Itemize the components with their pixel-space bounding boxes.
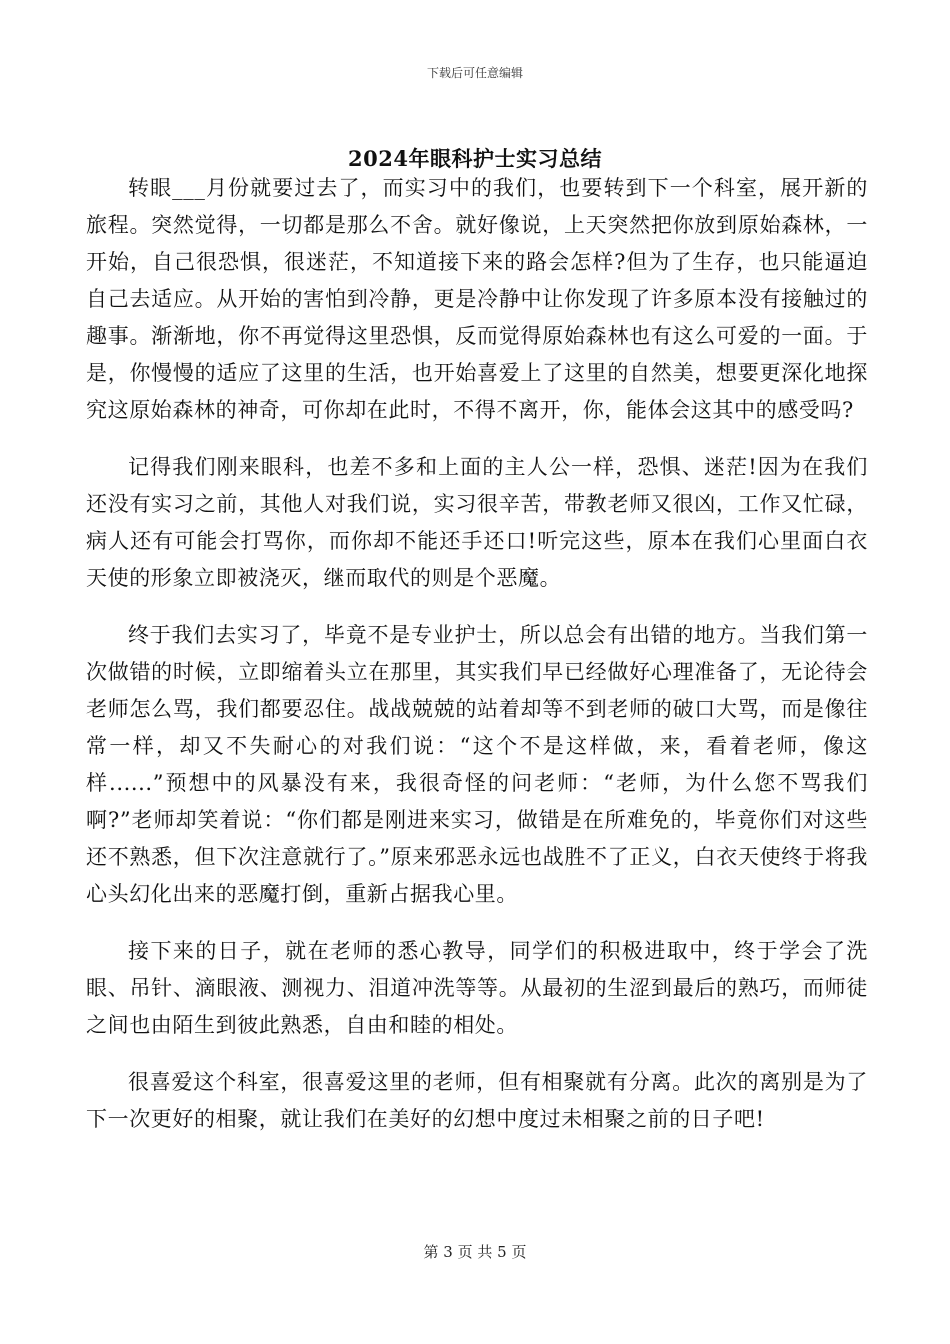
document-title: 2024年眼科护士实习总结 <box>348 146 602 171</box>
document-body <box>86 170 868 1158</box>
paragraph-4: 接下来的日子，就在老师的悉心教导，同学们的积极进取中，终于学会了洗眼、吊针、滴眼液、测视力、泪道冲洗等等。从最初的生涩到最后的熟巧，而师徒之间也由陌生到彼此熟悉，自由和睦的相处。 <box>86 939 868 1037</box>
paragraph-2: 记得我们刚来眼科，也差不多和上面的主人公一样，恐惧、迷茫!因为在我们还没有实习之前，其他人对我们说，实习很辛苦，带教老师又很凶，工作又忙碌，病人还有可能会打骂你，而你却不能还手还口!听完这些，原本在我们心里面白衣天使的形象立即被浇灭，继而取代的则是个恶魔。 <box>86 455 868 590</box>
paragraph-3: 终于我们去实习了，毕竟不是专业护士，所以总会有出错的地方。当我们第一次做错的时候，立即缩着头立在那里，其实我们早已经做好心理准备了，无论待会老师怎么骂，我们都要忍住。战战兢兢的站着却等不到老师的破口大骂，而是像往常一样，却又不失耐心的对我们说：“这个不是这样做，来，看着老师，像这样......”预想中的风暴没有来，我很奇怪的问老师：“老师，为什么您不骂我们啊?”老师却笑着说：“你们都是刚进来实习，做错是在所难免的，毕竟你们对这些还不熟悉，但下次注意就行了。”原来邪恶永远也战胜不了正义，白衣天使终于将我心头幻化出来的恶魔打倒，重新占据我心里。 <box>86 623 868 906</box>
page-header: 下载后可任意编辑 <box>426 66 523 80</box>
page-number: 第 3 页 共 5 页 <box>423 1243 527 1261</box>
paragraph-1: 转眼___月份就要过去了，而实习中的我们，也要转到下一个科室，展开新的旅程。突然觉得，一切都是那么不舍。就好像说，上天突然把你放到原始森林，一开始，自己很恐惧，很迷茫，不知道接下来的路会怎样?但为了生存，也只能逼迫自己去适应。从开始的害怕到冷静，更是冷静中让你发现了许多原本没有接触过的趣事。渐渐地，你不再觉得这里恐惧，反而觉得原始森林也有这么可爱的一面。于是，你慢慢的适应了这里的生活，也开始喜爱上了这里的自然美，想要更深化地探究这原始森林的神奇，可你却在此时，不得不离开，你，能体会这其中的感受吗? <box>86 176 868 422</box>
paragraph-5: 很喜爱这个科室，很喜爱这里的老师，但有相聚就有分离。此次的离别是为了下一次更好的相聚，就让我们在美好的幻想中度过未相聚之前的日子吧! <box>86 1070 868 1131</box>
